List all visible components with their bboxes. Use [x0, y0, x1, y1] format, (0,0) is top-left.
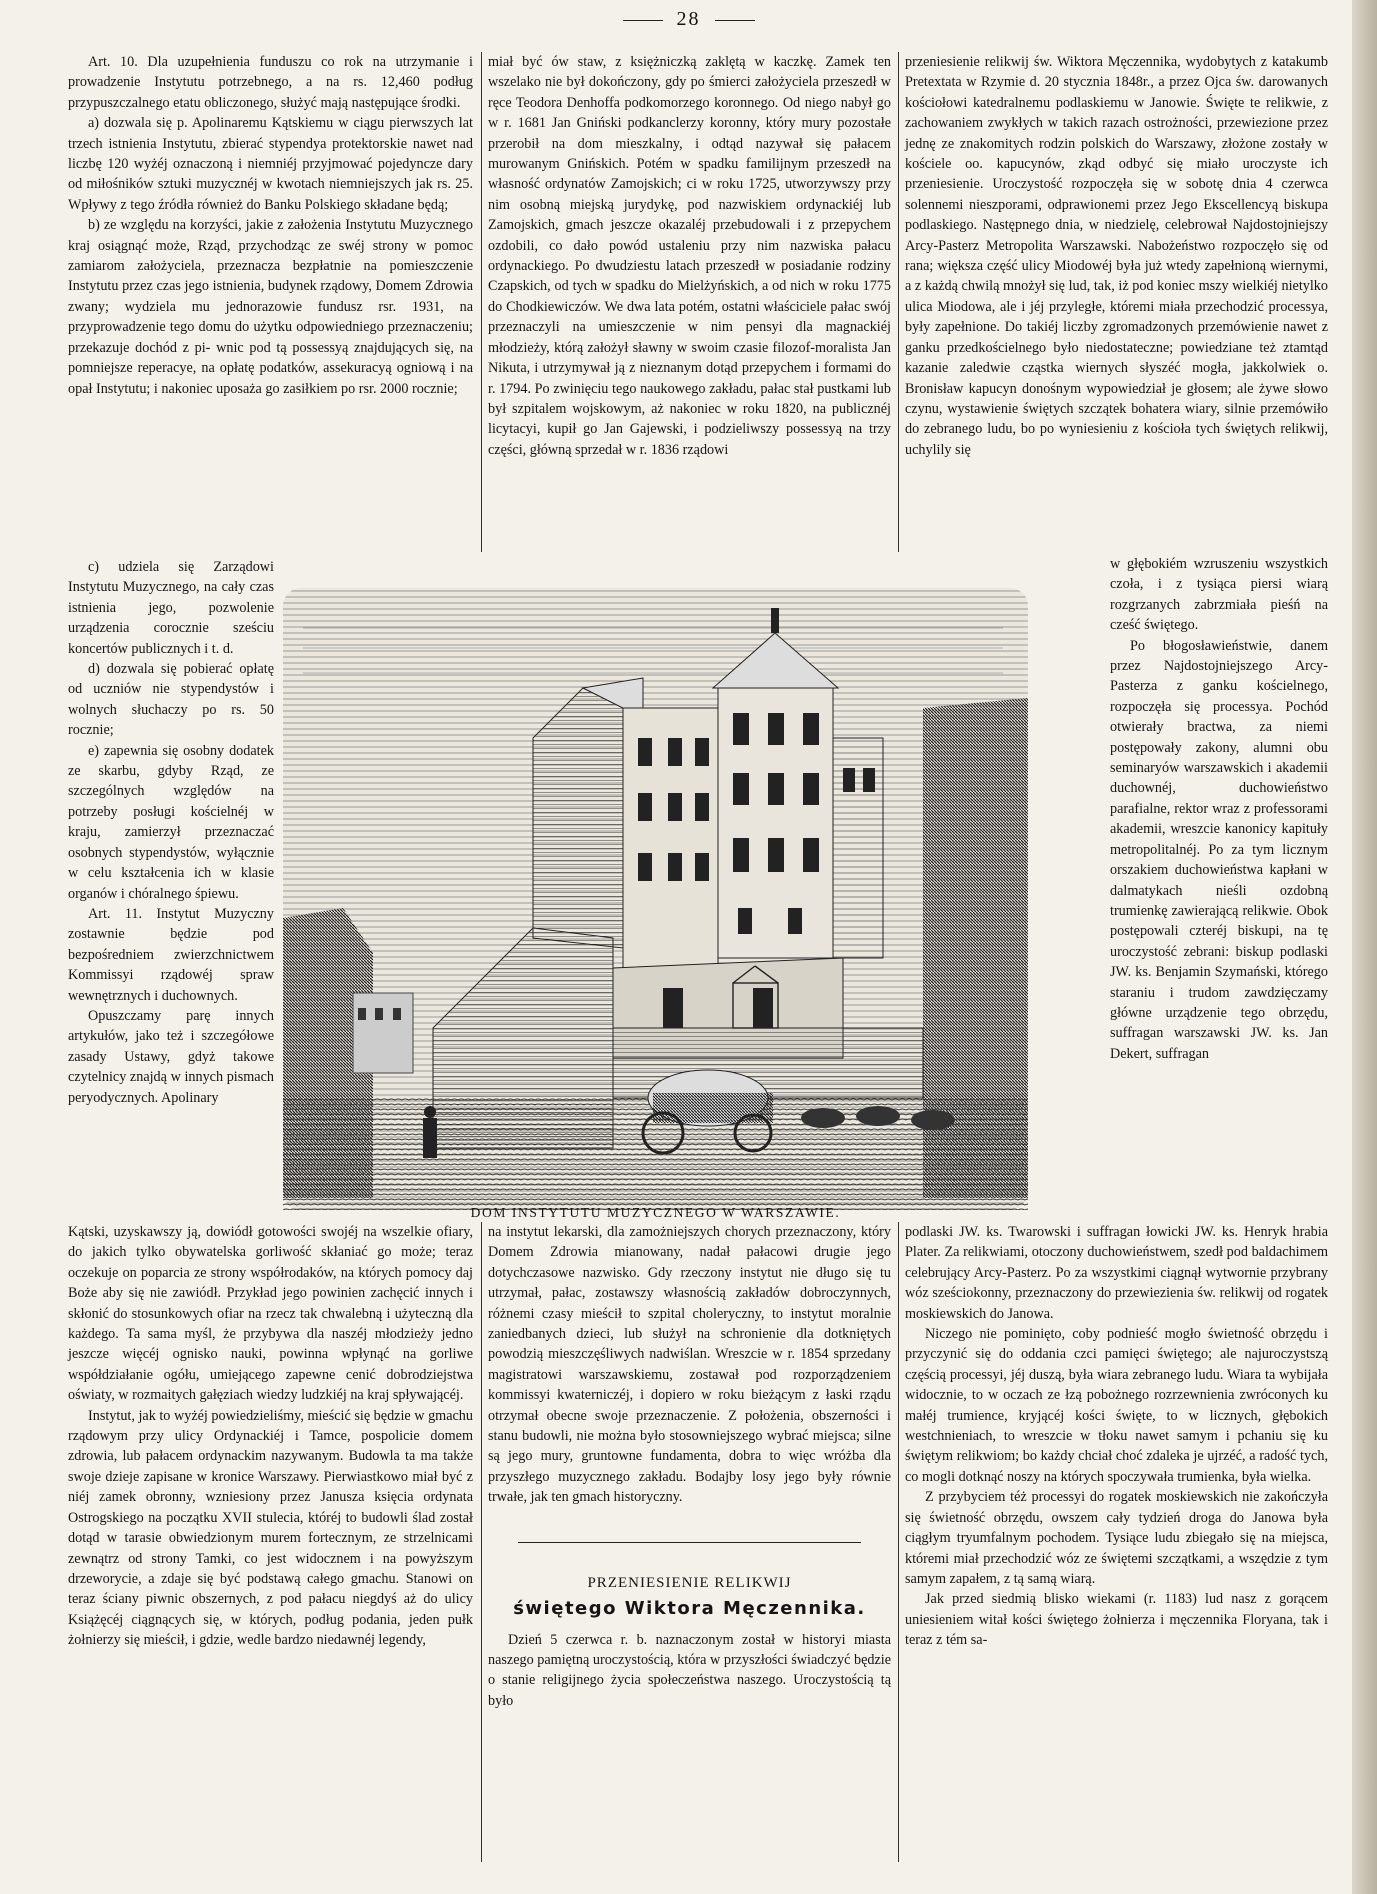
column-2-top [488, 52, 891, 460]
paragraph: w głębokiém wzruszeniu wszystkich czoła, i z tysiąca piersi wiarą rozgrzanych zabrzmiała pieśń na cześć świętego. [1110, 556, 1328, 634]
column-3-bottom [905, 1222, 1328, 1651]
paragraph: miał być ów staw, z księżniczką zaklętą w kaczkę. Zamek ten wszelako nie był dokończony, gdy po śmierci założyciela przeszedł w ręce Teodora Denhoffa podkomorzego koronnego. Od niego nabył go w r. 1681 Jan Gniński podkanclerzy koronny, który mury pozostałe przerobił na dom mieszkalny, i odtąd nazywał się pałacem murowanym Gnińskich. Potém w spadku familijnym przeszedł na własność ordynatów Zamojskich; ci w roku 1725, utworzywszy przy nim osobną miejską jurydykę, pod nazwiskiem ordynackiéj lub Zamojskich, gmach jeszcze okazaléj przebudowali i z przepychem ozdobili, co dało powód ustaleniu przy nim nazwiska pałacu ordynackiego. Po dwudziestu latach przeszedł w posiadanie rodziny Czapskich, od tych w spadku do Mielżyńskich, a od nich w roku 1775 do Chodkiewiczów. We dwa lata potém, ostatni właściciele pałac swój przeznaczyli na umieszczenie w nim pensyi dla magnackiéj młodzieży, którą założył sławny w swoim czasie filozof-moralista Jan Nikuta, i utrzymywał ją z nieznanym dotąd przepychem i formami do r. 1794. Po zwinięciu tego naukowego zakładu, pałac stał pustkami lub był szpitalem wojskowym, aż nakoniec w roku 1820, na publicznéj licytacyi, kupił go Jan Gajewski, i podzieliwszy possessyą na trzy części, główną sprzedał w r. 1836 rządowi [488, 54, 891, 458]
column-1-bottom [68, 1222, 473, 1651]
column-rule [481, 1222, 482, 1862]
paragraph: na instytut lekarski, dla zamożniejszych chorych przeznaczony, który Domem Zdrowia mianowany, nadał pałacowi drugie jego dotychczasowe nazwisko. Gdy rzeczony instytut nie długo się tu utrzymał, pałac, zostawszy własnością zakładów dobroczynnych, różnemi czasy mieścił to szpital choleryczny, to instytut moralnie zaniedbanych dzieci, lub służył na schronienie dla dotkniętych powodzią mieszczęśliwych nadwiślan. Wreszcie w r. 1854 sprzedany magistratowi warszawskiemu, zostawał pod rozporządzeniem kommissyi kwaterniczéj, i dopiero w roku bieżącym z łaski rządu otrzymał obecne swoje przeznaczenie. Z położenia, obszerności i stanu budowli, nie można było stosowniejszego wybrać miejsca; silne są jego mury, gruntowne fundamenta, dobra to więc wróżba dla przyszłego muzycznego zakładu. Bodajby losy jego były równie trwałe, jak ten gmach historyczny. [488, 1224, 891, 1506]
section-divider [518, 1542, 861, 1543]
paragraph: Instytut, jak to wyżéj powiedzieliśmy, mieścić się będzie w gmachu rządowym przy ulicy Ordynackiéj i Tamce, pospolicie domem zdrowia, lub pałacem ordynackim nazywanym. Budowla ta ma także swoje dzieje zapisane w kronice Warszawy. Pierwiastkowo miał być z niéj zamek obronny, wzniesiony przez Janusza księcia ordynata Ostrogskiego na początku XVII stulecia, któréj to budowli ślad został dotąd w tarasie obwiedzionym murem fortecznym, ze strzelnicami zewnątrz od strony Tamki, co jest widocznem i na powyższym drzeworycie, a zdaje się być podstawą całego gmachu. Stanowi on teraz ściany piwnic obszernych, z pod pałacu niegdyś aż do ulicy Książęcéj ciągnących się, w których, podług podania, jeden pułk żołnierzy się mieścił, i gdzie, wedle bardzo niedawnéj legendy, [68, 1407, 473, 1649]
paragraph: c) udziela się Zarządowi Instytutu Muzycznego, na cały czas istnienia jego, pozwolenie urządzenia corocznie sześciu koncertów publicznych i t. d. [68, 559, 274, 657]
column-rule [898, 1222, 899, 1862]
paragraph: Opuszczamy parę innych artykułów, jako też i szczegółowe zasady Ustawy, gdyż takowe czytelnicy znajdą w innych pismach peryodycznych. Apolinary [68, 1007, 274, 1106]
paragraph: Kątski, uzyskawszy ją, dowiódł gotowości swojéj na wszelkie ofiary, do jakich tylko obywatelska gorliwość skłaniać go może; teraz oczekuje on poparcia ze strony współrodaków, na których pomocy daj Boże aby się nie zawiódł. Przykład jego powinien zachęcić innych i skłonić do stosunkowych ofiar na rzecz tak chwalebną i użyteczną dla każdego. Ta sama myśl, że przybywa dla naszéj młodzieży jedno jeszcze więcéj ognisko nauki, powinna wpłynąć na gorliwe współdziałanie ogółu, umiejącego zapewne cenić dobrodziejstwa oświaty, w rozmaitych gałęziach wiedzy ludzkiéj na kraj spływającéj. [68, 1224, 473, 1404]
paragraph: e) zapewnia się osobny dodatek ze skarbu, gdyby Rząd, ze szczególnych względów na potrzeby posługi kościelnéj w kraju, zamierzył przeznaczać osobnych stypendystów, wyłącznie w celu kształcenia ich w klasie organów i chóralnego śpiewu. [68, 742, 274, 902]
section-subtitle: świętego Wiktora Męczennika. [513, 1598, 866, 1620]
column-rule [898, 52, 899, 552]
paragraph: a) dozwala się p. Apolinaremu Kątskiemu w ciągu pierwszych lat trzech istnienia Instytutu, zbierać stypendya protektorskie nawet nad liczbę 120 wyżéj oznaczoną i niemniéj przyjmować pojedyncze dary od miłośników sztuki muzycznéj w kwotach niemniejszych jak rs. 25. Wpływy z tego źródła również do Banku Polskiego składane będą; [68, 115, 473, 213]
section-title: PRZENIESIENIE RELIKWIJ [587, 1574, 792, 1591]
illustration-caption: DOM INSTYTUTU MUZYCZNEGO W WARSZAWIE. [470, 1205, 841, 1220]
paragraph: d) dozwala się pobierać opłatę od uczniów nie stypendystów i wolnych słuchaczy po rs. 50 rocznie; [68, 661, 274, 739]
paragraph: Po błogosławieństwie, danem przez Najdostojniejszego Arcy-Pasterza z ganku kościelnego, rozpoczęła się processya. Pochód otwierały bractwa, za niemi postępowały zakony, alumni obu seminaryów warszawskich i akademii duchownéj, duchowieństwo parafialne, rektor wraz z professorami akademii, wreszcie kanonicy kapituły metropolitalnéj. Po za tym licznym orszakiem duchowieństwa kapłani w dalmatykach nieśli ozdobną trumienkę zawierającą relikwie. Obok postępowali czteréj biskupi, na tę uroczystość zebrani: biskup podlaski JW. ks. Benjamin Szymański, którego staraniu i trudom zawdzięczamy główne urządzenie tego obrzędu, suffragan warszawski JW. ks. Jan Dekert, suffragan [1110, 637, 1328, 1062]
page-number: 28 [0, 8, 1377, 31]
paragraph: Art. 11. Instytut Muzyczny zostawnie będzie pod bezpośredniem zwierzchnictwem Kommissyi rządowéj spraw wewnętrznych i duchownych. [68, 905, 274, 1004]
column-3-top [905, 52, 1328, 460]
column-1-narrow [68, 557, 274, 1108]
adjacent-page-edge [1352, 0, 1377, 1894]
column-rule [481, 52, 482, 552]
paragraph: Dzień 5 czerwca r. b. naznaczonym został w historyi miasta naszego pamiętną uroczystością, która w przyszłości świadczyć będzie o stanie religijnego życia społeczeństwa naszego. Uroczystością tą było [488, 1631, 891, 1709]
paragraph: podlaski JW. ks. Twarowski i suffragan łowicki JW. ks. Henryk hrabia Plater. Za relikwiami, otoczony duchowieństwem, szedł pod baldachimem celebrujący Arcy-Pasterz. Po za wszystkimi ciągnął wytwornie przybrany wóz sześciokonny, przeznaczony do przewiezienia św. relikwij od rogatek moskiewskich do Janowa. [905, 1224, 1328, 1322]
paragraph: Art. 10. Dla uzupełnienia funduszu co rok na utrzymanie i prowadzenie Instytutu potrzebnego, a na rs. 12,460 podług przypuszczalnego etatu obliczonego, służyć mają następujące środki. [68, 54, 473, 111]
paragraph: przeniesienie relikwij św. Wiktora Męczennika, wydobytych z katakumb Pretextata w Rzymie d. 20 stycznia 1848r., a przez Ojca św. darowanych kościołowi katedralnemu podlaskiemu w Janowie. Święte te relikwie, z zachowaniem zwykłych w takich razach ostrożności, przewiezione przez jednę ze znakomitych rodzin polskich do Warszawy, złożone zostały w kościele oo. kapucynów, zkąd odbyć się miało uroczyste ich przeniesienie. Uroczystość rozpoczęła się w sobotę dnia 4 czerwca solennemi nieszporami, odprawionemi przez Jego Ekscellencyą biskupa podlaskiego. Następnego dnia, w niedzielę, celebrował Najdostojniejszy Arcy-Pasterz Metropolita Warszawski. Nabożeństwo rozpoczęło się od rana; większa część ulicy Miodowéj była już wtedy zapełnioną wiernymi, a z każdą chwilą mnożył się lud, tak, iż pod koniec mszy wielkiéj nietylko ulica Miodowa, ale i jéj przyległe, któremi miała przechodzić processya, były zapełnione. Do takiéj liczby zgromadzonych przemówienie nawet z ganku przedkościelnego było niedostateczne; powiedziane też ztamtąd kazanie zaledwie cząstka wiernych słyszéć mogła, jakkolwiek o. Bronisław kapucyn donośnym wypowiedział je głosem; ale żywe słowo czynu, wystawienie świętych szczątek bohatera wiary, silnie przemówiło do zebranego ludu, bo po wyniesieniu z kościoła tych świętych relikwij, uchylily się [905, 54, 1328, 458]
paragraph: Niczego nie pominięto, coby podnieść mogło świetność obrzędu i przyczynić się do oddania czci pamięci świętego; ale najuroczystszą częścią processyi, jéj duszą, była wiara zebranego ludu. Wiara ta wybijała widocznie, to w oczach ze łzą pobożnego rozrzewnienia zwróconych ku małéj trumience, kryjącéj kości święte, to w licznych, głębokich westchnieniach, to wreszcie w tłoku nawet samym i pchaniu się ku świętym relikwiom; bo każdy chciał choć zdaleka je ujrzéć, a radość tych, co mogli dotknąć noszy na których spoczywała trumienka, była wielka. [905, 1326, 1328, 1485]
column-2-bottom [488, 1222, 891, 1711]
engraving-building-icon [283, 588, 1028, 1210]
column-3-narrow [1110, 554, 1328, 1064]
column-1-top [68, 52, 473, 399]
paragraph: b) ze względu na korzyści, jakie z założenia Instytutu Muzycznego kraj osiągnąć może, Rząd, przychodząc ze swéj strony w pomoc zamiarom założyciela, przeznacza bezpłatnie na pomieszczenie Instytutu przez czas jego istnienia, budynek rządowy, Domem Zdrowia zwany; wydziela mu jednorazowie fundusz rsr. 1931, na przyprowadzenie tego domu do użytku odpowiedniego przeznaczeniu; przekazuje dochód z pi- wnic pod tą possessyą znajdujących się, na pomniejsze reperacye, na opłatę podatków, assekuracyą ogniową i na opał Instytutu; i nakoniec uposaża go zasiłkiem po rsr. 2000 rocznie; [68, 217, 473, 397]
paragraph: Z przybyciem téż processyi do rogatek moskiewskich nie zakończyła się świetność obrzędu, owszem cały tydzień droga do Janowa była ciągłym tryumfalnym pochodem. Tysiące ludu zbiegało się na miejsca, któremi miał przechodzić wóz ze świętemi szczątkami, a wszędzie z tym samym zapałem, z tą samą wiarą. [905, 1489, 1328, 1587]
paragraph: Jak przed siedmią blisko wiekami (r. 1183) lud nasz z gorącem uniesieniem witał kości świętego żołnierza i męczennika Floryana, tak i teraz z tém sa- [905, 1591, 1328, 1649]
